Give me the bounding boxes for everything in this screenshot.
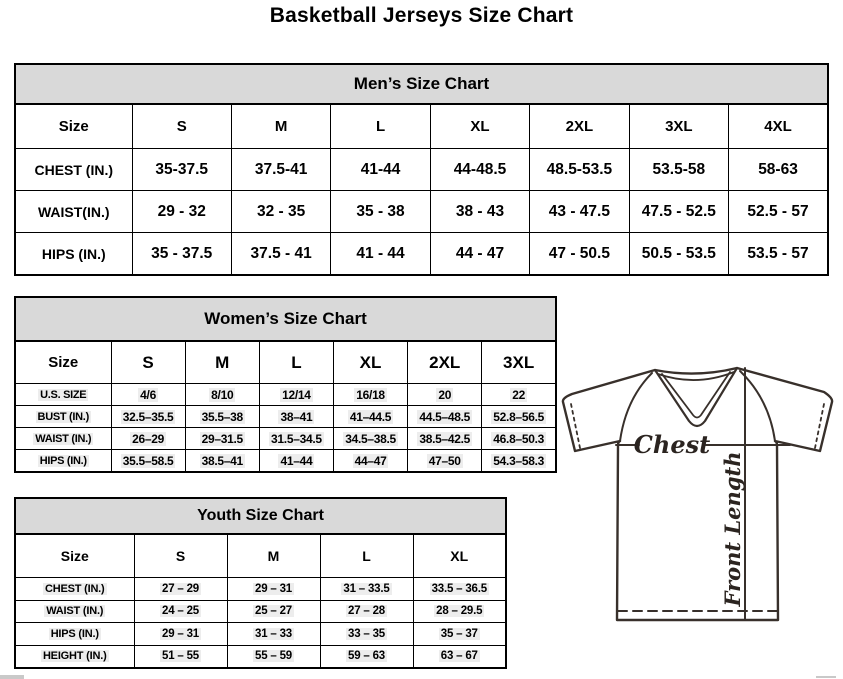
size-value-cell: 35 - 37.5 (132, 233, 231, 276)
table-row (15, 450, 556, 473)
size-value-cell: 28 – 29.5 (413, 600, 506, 623)
table-row (15, 600, 506, 623)
size-value-cell: 29 – 31 (134, 623, 227, 646)
youth-size-table (14, 533, 507, 669)
size-value-cell: 47.5 - 52.5 (629, 191, 728, 233)
column-header: S (132, 104, 231, 149)
womens-size-table (14, 340, 557, 473)
mens-size-table (14, 103, 829, 276)
size-value-cell: 37.5 - 41 (231, 233, 330, 276)
column-header: XL (333, 341, 407, 384)
column-header: 2XL (408, 341, 482, 384)
row-label: HIPS (IN.) (15, 450, 111, 473)
chest-measure-label: Chest (633, 430, 711, 459)
size-value-cell: 20 (408, 384, 482, 406)
size-value-cell: 27 – 28 (320, 600, 413, 623)
size-header-cell: Size (15, 104, 132, 149)
size-value-cell: 55 – 59 (227, 645, 320, 668)
row-label: HIPS (IN.) (15, 623, 134, 646)
column-header: XL (413, 534, 506, 578)
size-value-cell: 38 - 43 (430, 191, 529, 233)
size-value-cell: 32.5–35.5 (111, 406, 185, 428)
size-value-cell: 41–44.5 (333, 406, 407, 428)
column-header: L (331, 104, 430, 149)
size-header-cell: Size (15, 534, 134, 578)
mens-size-chart (14, 63, 829, 276)
table-row (15, 384, 556, 406)
youth-size-chart (14, 497, 507, 669)
size-value-cell: 35.5–38 (185, 406, 259, 428)
size-value-cell: 52.8–56.5 (482, 406, 556, 428)
column-header: M (231, 104, 330, 149)
womens-chart-title: Women’s Size Chart (14, 296, 557, 340)
size-value-cell: 48.5-53.5 (530, 149, 629, 191)
column-header: S (134, 534, 227, 578)
table-row (15, 191, 828, 233)
column-header: L (259, 341, 333, 384)
size-value-cell: 38–41 (259, 406, 333, 428)
size-value-cell: 8/10 (185, 384, 259, 406)
size-value-cell: 58-63 (729, 149, 828, 191)
row-label: U.S. SIZE (15, 384, 111, 406)
size-value-cell: 51 – 55 (134, 645, 227, 668)
row-label: CHEST (IN.) (15, 578, 134, 601)
table-row (15, 578, 506, 601)
size-value-cell: 37.5-41 (231, 149, 330, 191)
size-value-cell: 31.5–34.5 (259, 428, 333, 450)
size-value-cell: 29 – 31 (227, 578, 320, 601)
size-value-cell: 44 - 47 (430, 233, 529, 276)
size-header-cell: Size (15, 341, 111, 384)
column-header: 3XL (482, 341, 556, 384)
size-value-cell: 29–31.5 (185, 428, 259, 450)
size-value-cell: 16/18 (333, 384, 407, 406)
size-value-cell: 4/6 (111, 384, 185, 406)
column-header: L (320, 534, 413, 578)
bottom-right-fragment (816, 676, 836, 678)
table-row (15, 149, 828, 191)
column-header: M (227, 534, 320, 578)
table-row (15, 428, 556, 450)
size-value-cell: 52.5 - 57 (729, 191, 828, 233)
size-value-cell: 44-48.5 (430, 149, 529, 191)
size-value-cell: 43 - 47.5 (530, 191, 629, 233)
size-value-cell: 27 – 29 (134, 578, 227, 601)
column-header: 2XL (530, 104, 629, 149)
header-row (15, 104, 828, 149)
column-header: 4XL (729, 104, 828, 149)
column-header: 3XL (629, 104, 728, 149)
size-value-cell: 12/14 (259, 384, 333, 406)
mens-chart-title: Men’s Size Chart (14, 63, 829, 103)
size-value-cell: 47–50 (408, 450, 482, 473)
page-title: Basketball Jerseys Size Chart (269, 4, 574, 27)
row-label: CHEST (IN.) (15, 149, 132, 191)
bottom-left-fragment (0, 675, 24, 679)
size-value-cell: 50.5 - 53.5 (629, 233, 728, 276)
size-value-cell: 46.8–50.3 (482, 428, 556, 450)
header-row (15, 534, 506, 578)
row-label: WAIST (IN.) (15, 600, 134, 623)
size-value-cell: 26–29 (111, 428, 185, 450)
size-value-cell: 59 – 63 (320, 645, 413, 668)
size-value-cell: 54.3–58.3 (482, 450, 556, 473)
size-value-cell: 31 – 33.5 (320, 578, 413, 601)
column-header: M (185, 341, 259, 384)
size-value-cell: 31 – 33 (227, 623, 320, 646)
size-value-cell: 33 – 35 (320, 623, 413, 646)
size-value-cell: 41 - 44 (331, 233, 430, 276)
size-value-cell: 24 – 25 (134, 600, 227, 623)
size-value-cell: 35-37.5 (132, 149, 231, 191)
size-value-cell: 29 - 32 (132, 191, 231, 233)
column-header: XL (430, 104, 529, 149)
size-value-cell: 25 – 27 (227, 600, 320, 623)
size-value-cell: 35 – 37 (413, 623, 506, 646)
row-label: HIPS (IN.) (15, 233, 132, 276)
table-row (15, 233, 828, 276)
jersey-diagram (558, 361, 843, 623)
jersey-outline-shape (563, 368, 832, 620)
row-label: BUST (IN.) (15, 406, 111, 428)
size-value-cell: 35 - 38 (331, 191, 430, 233)
size-value-cell: 53.5 - 57 (729, 233, 828, 276)
row-label: WAIST (IN.) (15, 428, 111, 450)
table-row (15, 645, 506, 668)
size-value-cell: 38.5–41 (185, 450, 259, 473)
size-value-cell: 44–47 (333, 450, 407, 473)
row-label: WAIST(IN.) (15, 191, 132, 233)
row-label: HEIGHT (IN.) (15, 645, 134, 668)
youth-chart-title: Youth Size Chart (14, 497, 507, 533)
size-value-cell: 33.5 – 36.5 (413, 578, 506, 601)
size-value-cell: 41-44 (331, 149, 430, 191)
size-value-cell: 41–44 (259, 450, 333, 473)
table-row (15, 406, 556, 428)
table-row (15, 623, 506, 646)
size-value-cell: 53.5-58 (629, 149, 728, 191)
header-row (15, 341, 556, 384)
size-value-cell: 44.5–48.5 (408, 406, 482, 428)
size-value-cell: 35.5–58.5 (111, 450, 185, 473)
size-value-cell: 38.5–42.5 (408, 428, 482, 450)
womens-size-chart (14, 296, 557, 473)
size-value-cell: 22 (482, 384, 556, 406)
size-value-cell: 32 - 35 (231, 191, 330, 233)
size-value-cell: 47 - 50.5 (530, 233, 629, 276)
size-value-cell: 63 – 67 (413, 645, 506, 668)
column-header: S (111, 341, 185, 384)
front-length-measure-label: Front Length (720, 451, 745, 607)
size-value-cell: 34.5–38.5 (333, 428, 407, 450)
